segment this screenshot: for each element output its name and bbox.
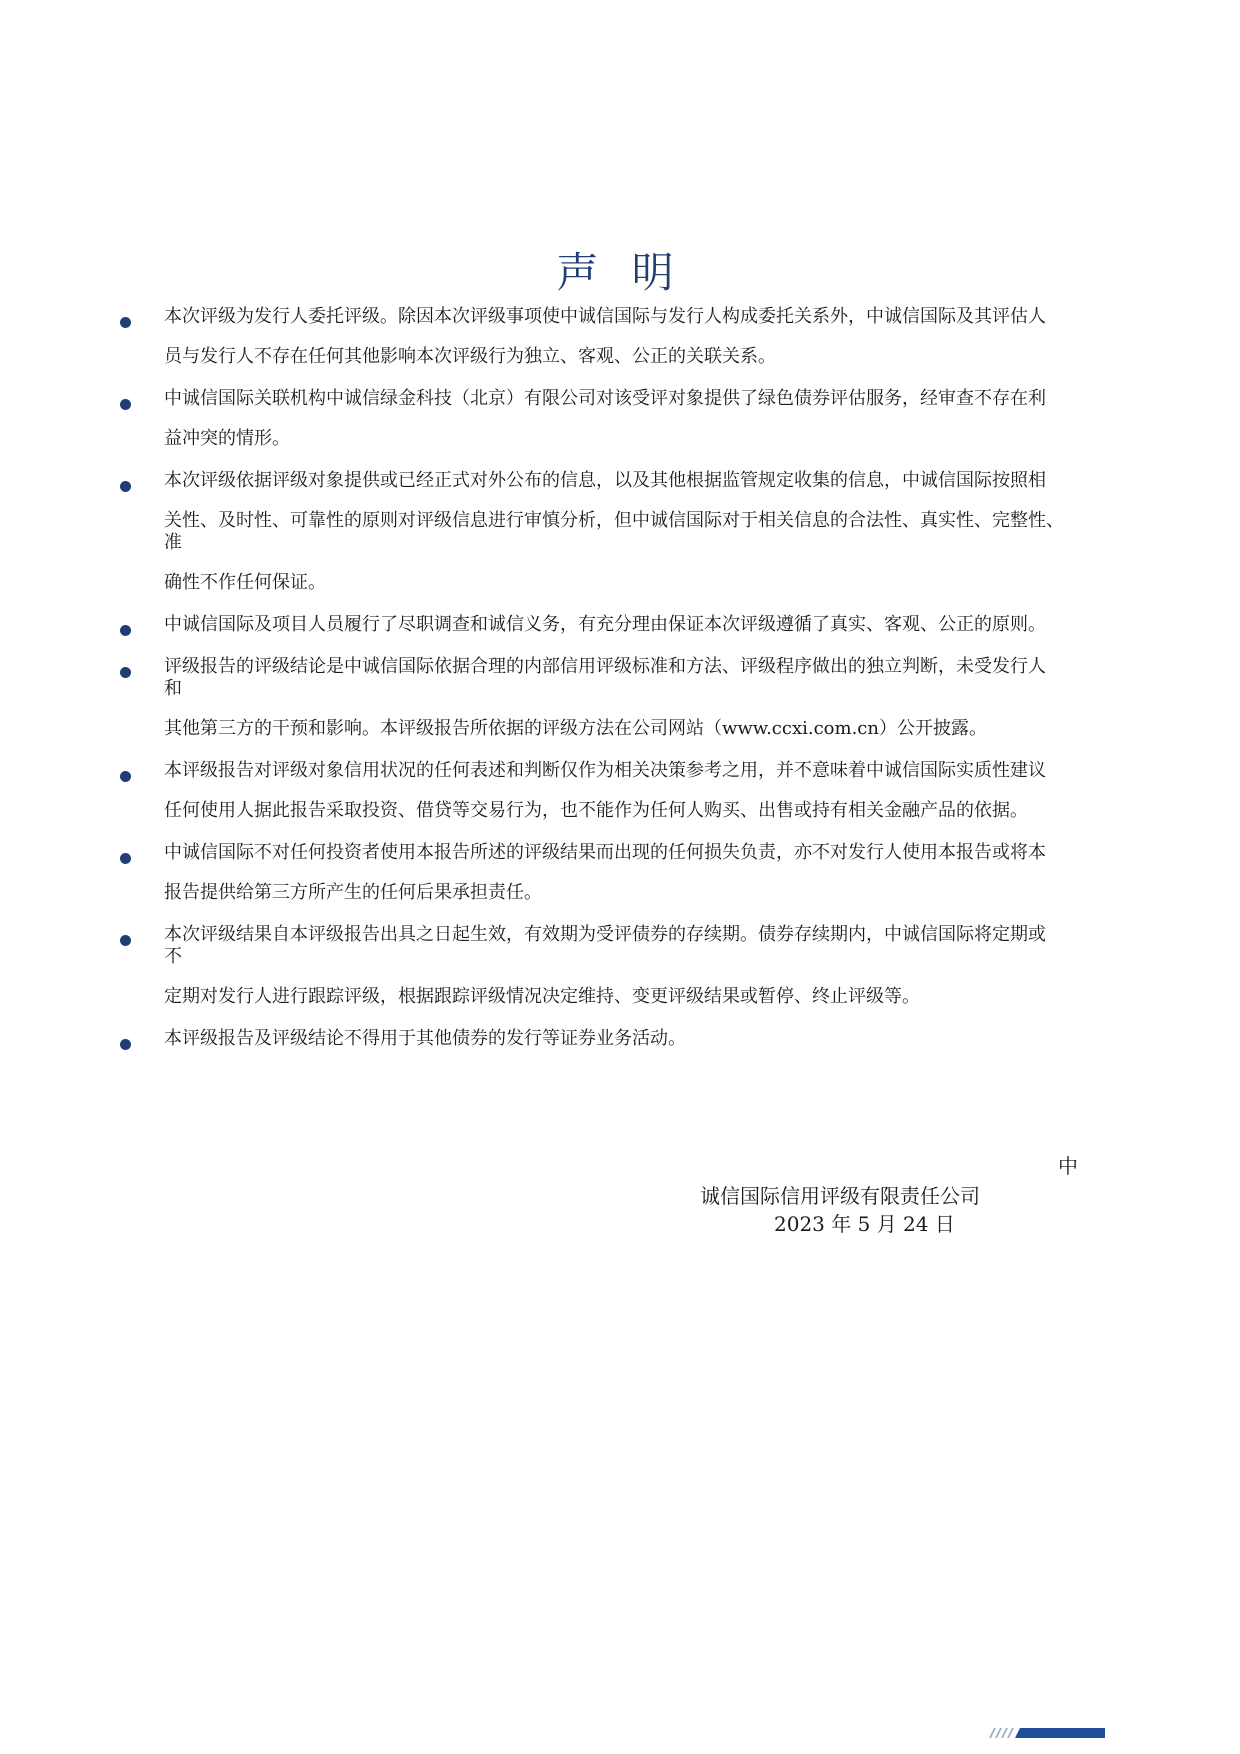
- signature-company: 诚信国际信用评级有限责任公司: [700, 1184, 980, 1208]
- footer-stripe-2: [995, 1728, 1002, 1738]
- bullet-dot-icon: [120, 667, 131, 678]
- footer-bar: [1015, 1728, 1105, 1738]
- declaration-item: [120, 1028, 1105, 1050]
- declaration-line: 关性、及时性、可靠性的原则对评级信息进行审慎分析，但中诚信国际对于相关信息的合法性、真实性、完整性、: [164, 510, 1064, 531]
- declaration-list: [120, 306, 1105, 1070]
- bullet-dot-icon: [120, 935, 131, 946]
- declaration-item: [120, 388, 1105, 450]
- declaration-line: 本次评级依据评级对象提供或已经正式对外公布的信息，以及其他根据监管规定收集的信息，中诚信国际按照相: [164, 470, 1046, 491]
- declaration-item: [120, 924, 1105, 1008]
- declaration-item: [120, 614, 1105, 636]
- bullet-dot-icon: [120, 853, 131, 864]
- declaration-line: 益冲突的情形。: [164, 428, 290, 449]
- declaration-line: 本评级报告及评级结论不得用于其他债券的发行等证券业务活动。: [164, 1028, 686, 1049]
- declaration-line: 中诚信国际及项目人员履行了尽职调查和诚信义务，有充分理由保证本次评级遵循了真实、客观、公正的原则。: [164, 614, 1046, 635]
- bullet-dot-icon: [120, 399, 131, 410]
- declaration-line: 不: [164, 946, 182, 967]
- declaration-line: 评级报告的评级结论是中诚信国际依据合理的内部信用评级标准和方法、评级程序做出的独立判断，未受发行人: [164, 656, 1046, 677]
- declaration-line: 确性不作任何保证。: [164, 572, 326, 593]
- declaration-line: 本评级报告对评级对象信用状况的任何表述和判断仅作为相关决策参考之用，并不意味着中诚信国际实质性建议: [164, 760, 1046, 781]
- declaration-line: 中诚信国际不对任何投资者使用本报告所述的评级结果而出现的任何损失负责，亦不对发行人使用本报告或将本: [164, 842, 1046, 863]
- declaration-line: 员与发行人不存在任何其他影响本次评级行为独立、客观、公正的关联关系。: [164, 346, 776, 367]
- bullet-dot-icon: [120, 625, 131, 636]
- declaration-item: [120, 306, 1105, 368]
- declaration-line: 本次评级为发行人委托评级。除因本次评级事项使中诚信国际与发行人构成委托关系外，中诚信国际及其评估人: [164, 306, 1046, 327]
- bullet-dot-icon: [120, 771, 131, 782]
- declaration-line: 中诚信国际关联机构中诚信绿金科技（北京）有限公司对该受评对象提供了绿色债券评估服务，经审查不存在利: [164, 388, 1046, 409]
- bullet-dot-icon: [120, 481, 131, 492]
- declaration-line: 任何使用人据此报告采取投资、借贷等交易行为，也不能作为任何人购买、出售或持有相关金融产品的依据。: [164, 800, 1028, 821]
- declaration-item: [120, 470, 1105, 594]
- declaration-line: 准: [164, 532, 182, 553]
- declaration-line: 定期对发行人进行跟踪评级，根据跟踪评级情况决定维持、变更评级结果或暂停、终止评级等。: [164, 986, 920, 1007]
- declaration-line: 报告提供给第三方所产生的任何后果承担责任。: [164, 882, 542, 903]
- footer-stripe-3: [1001, 1728, 1008, 1738]
- declaration-line: 其他第三方的干预和影响。本评级报告所依据的评级方法在公司网站（www.ccxi.com.cn）公开披露。: [164, 718, 987, 739]
- declaration-item: [120, 656, 1105, 740]
- footer-stripe-decoration: [985, 1726, 1105, 1738]
- declaration-item: [120, 760, 1105, 822]
- declaration-item: [120, 842, 1105, 904]
- signature-first-char: 中: [1058, 1154, 1078, 1178]
- declaration-line: 本次评级结果自本评级报告出具之日起生效，有效期为受评债券的存续期。债券存续期内，中诚信国际将定期或: [164, 924, 1046, 945]
- footer-stripe-4: [1007, 1728, 1014, 1738]
- footer-stripe-1: [989, 1728, 996, 1738]
- bullet-dot-icon: [120, 1039, 131, 1050]
- signature-date: 2023 年 5 月 24 日: [774, 1212, 955, 1236]
- bullet-dot-icon: [120, 317, 131, 328]
- page-title: 声 明: [556, 248, 684, 297]
- declaration-line: 和: [164, 678, 182, 699]
